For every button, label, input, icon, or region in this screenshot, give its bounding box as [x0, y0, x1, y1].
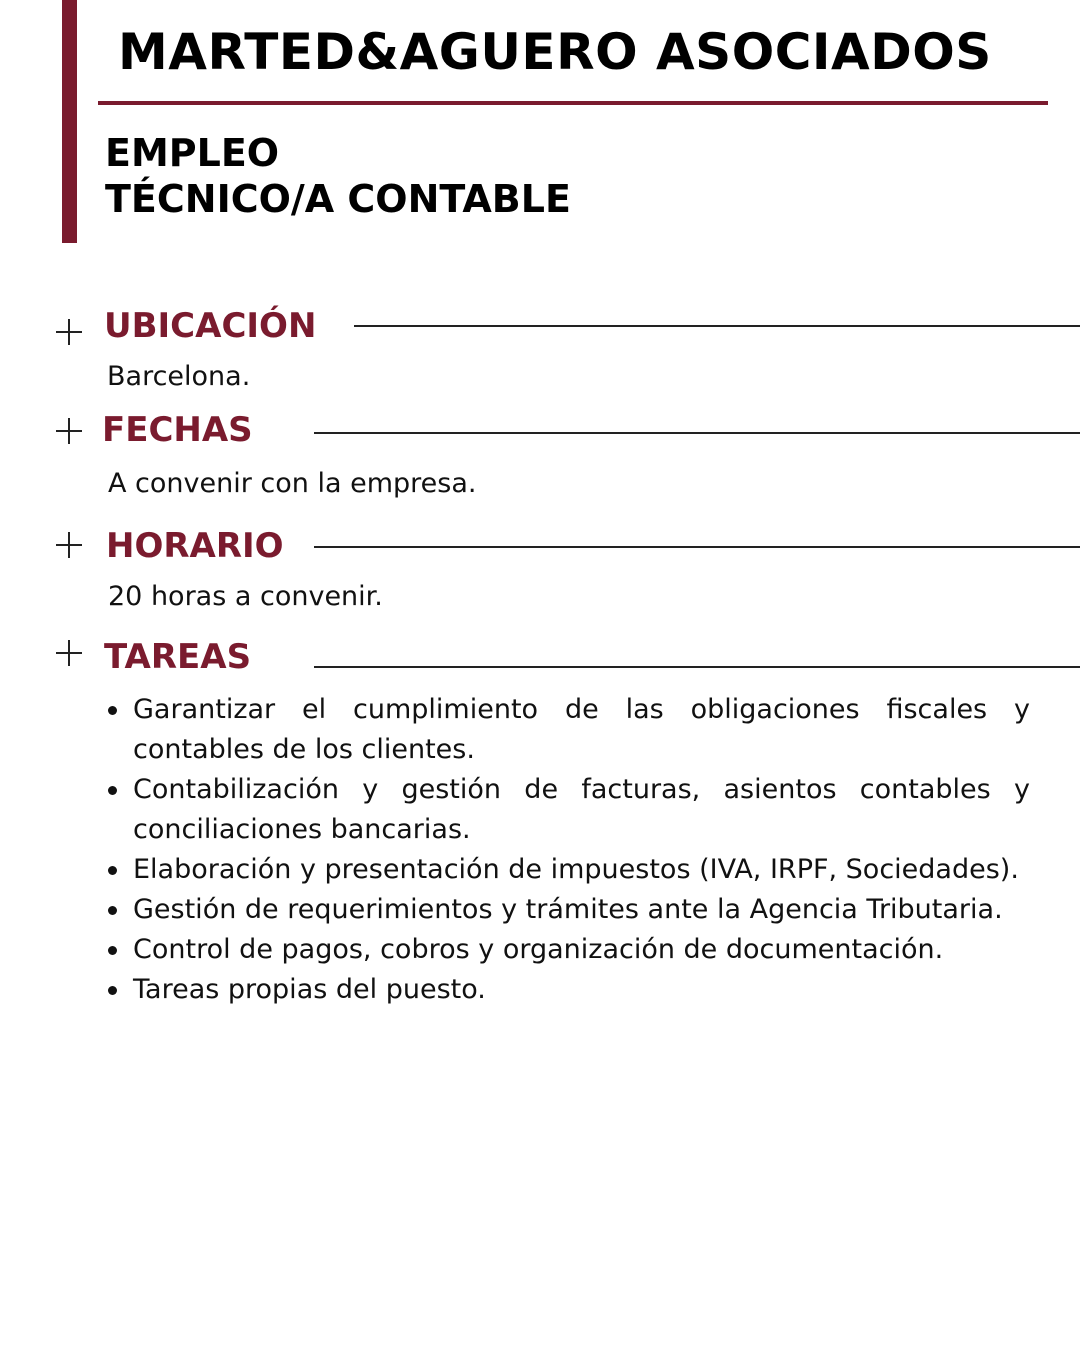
job-title-block	[105, 130, 571, 222]
plus-icon	[56, 640, 82, 666]
section-text: A convenir con la empresa.	[108, 468, 477, 499]
section-divider	[314, 546, 1080, 548]
section-title: TAREAS	[104, 637, 252, 677]
header-divider	[98, 101, 1048, 105]
list-item: Contabilización y gestión de facturas, asientos contables y conciliaciones bancarias.	[104, 770, 1030, 850]
section-divider	[314, 666, 1080, 668]
section-title: FECHAS	[102, 410, 253, 450]
section-text: Barcelona.	[107, 361, 251, 392]
job-position: TÉCNICO/A CONTABLE	[105, 177, 571, 221]
list-item: Control de pagos, cobros y organización de documentación.	[104, 930, 1030, 970]
list-item: Garantizar el cumplimiento de las obligaciones fiscales y contables de los clientes.	[104, 690, 1030, 770]
list-item: Tareas propias del puesto.	[104, 970, 1030, 1010]
list-item: Elaboración y presentación de impuestos (IVA, IRPF, Sociedades).	[104, 850, 1030, 890]
section-title: HORARIO	[106, 526, 284, 566]
task-list	[104, 690, 1030, 1010]
plus-icon	[56, 319, 82, 345]
job-category: EMPLEO	[105, 131, 280, 175]
section-divider	[354, 325, 1080, 327]
company-name: MARTED&AGUERO ASOCIADOS	[118, 23, 992, 81]
list-item: Gestión de requerimientos y trámites ante la Agencia Tributaria.	[104, 890, 1030, 930]
section-title: UBICACIÓN	[104, 306, 317, 346]
plus-icon	[56, 418, 82, 444]
plus-icon	[56, 532, 82, 558]
section-text: 20 horas a convenir.	[108, 581, 383, 612]
section-divider	[314, 432, 1080, 434]
accent-vertical-bar	[62, 0, 77, 243]
